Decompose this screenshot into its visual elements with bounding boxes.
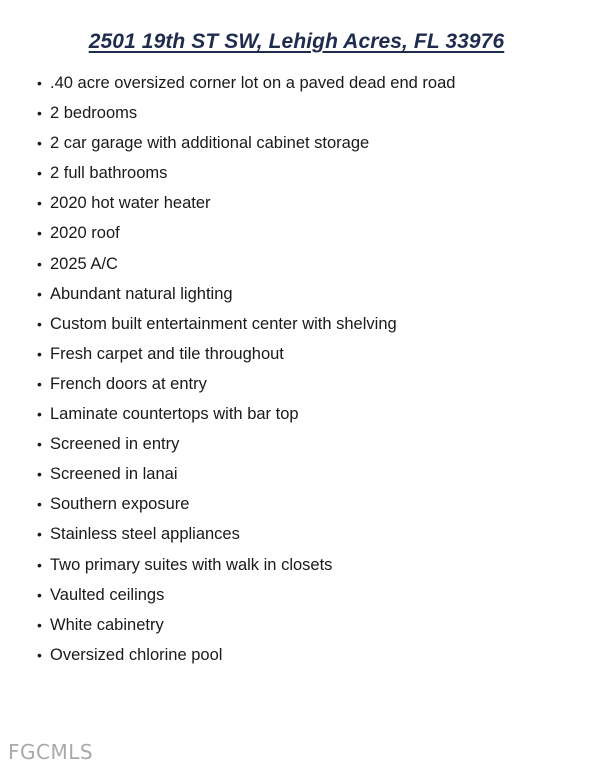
feature-text: Oversized chlorine pool [50, 645, 223, 664]
feature-text: Screened in entry [50, 435, 180, 454]
list-item [37, 555, 455, 585]
list-item [37, 193, 455, 223]
feature-text: Screened in lanai [50, 465, 178, 484]
list-item [37, 585, 455, 615]
list-item [37, 103, 455, 133]
feature-text: French doors at entry [50, 374, 207, 393]
feature-text: White cabinetry [50, 615, 164, 634]
feature-text: 2 bedrooms [50, 104, 138, 123]
bullet-icon: • [37, 315, 42, 332]
list-item [37, 254, 455, 284]
bullet-icon: • [37, 285, 42, 302]
list-item [37, 163, 455, 193]
bullet-icon: • [37, 165, 42, 182]
feature-text: 2025 A/C [50, 254, 118, 273]
feature-text: 2020 roof [50, 224, 120, 243]
feature-text: Custom built entertainment center with shelving [50, 314, 397, 333]
bullet-icon: • [37, 616, 42, 633]
bullet-icon: • [37, 345, 42, 362]
list-item [37, 133, 455, 163]
feature-text: Vaulted ceilings [50, 585, 165, 604]
bullet-icon: • [37, 646, 42, 663]
feature-list [37, 73, 455, 675]
feature-text: Southern exposure [50, 495, 190, 514]
feature-text: Laminate countertops with bar top [50, 405, 299, 424]
list-item [37, 645, 455, 675]
list-item [37, 464, 455, 494]
list-item [37, 374, 455, 404]
list-item [37, 615, 455, 645]
list-item [37, 344, 455, 374]
bullet-icon: • [37, 195, 42, 212]
feature-text: .40 acre oversized corner lot on a paved dead end road [50, 74, 456, 92]
bullet-icon: • [37, 225, 42, 242]
feature-text: 2 car garage with additional cabinet storage [50, 134, 370, 153]
bullet-icon: • [37, 75, 42, 91]
bullet-icon: • [37, 255, 42, 272]
list-item [37, 314, 455, 344]
list-item [37, 524, 455, 554]
bullet-icon: • [37, 496, 42, 513]
list-item [37, 404, 455, 434]
bullet-icon: • [37, 436, 42, 453]
feature-text: Two primary suites with walk in closets [50, 555, 333, 574]
property-address-title: 2501 19th ST SW, Lehigh Acres, FL 33976 [88, 30, 505, 53]
list-item [37, 223, 455, 253]
bullet-icon: • [37, 135, 42, 152]
mls-watermark: FGCMLS [8, 740, 94, 764]
feature-text: 2020 hot water heater [50, 194, 211, 213]
bullet-icon: • [37, 586, 42, 603]
feature-text: Fresh carpet and tile throughout [50, 344, 284, 363]
bullet-icon: • [37, 105, 42, 122]
feature-text: Abundant natural lighting [50, 284, 233, 303]
list-item [37, 434, 455, 464]
feature-text: 2 full bathrooms [50, 164, 168, 183]
list-item [37, 284, 455, 314]
list-item [37, 73, 455, 103]
bullet-icon: • [37, 375, 42, 392]
bullet-icon: • [37, 466, 42, 483]
bullet-icon: • [37, 526, 42, 543]
bullet-icon: • [37, 556, 42, 573]
feature-text: Stainless steel appliances [50, 525, 240, 544]
list-item [37, 494, 455, 524]
bullet-icon: • [37, 406, 42, 423]
